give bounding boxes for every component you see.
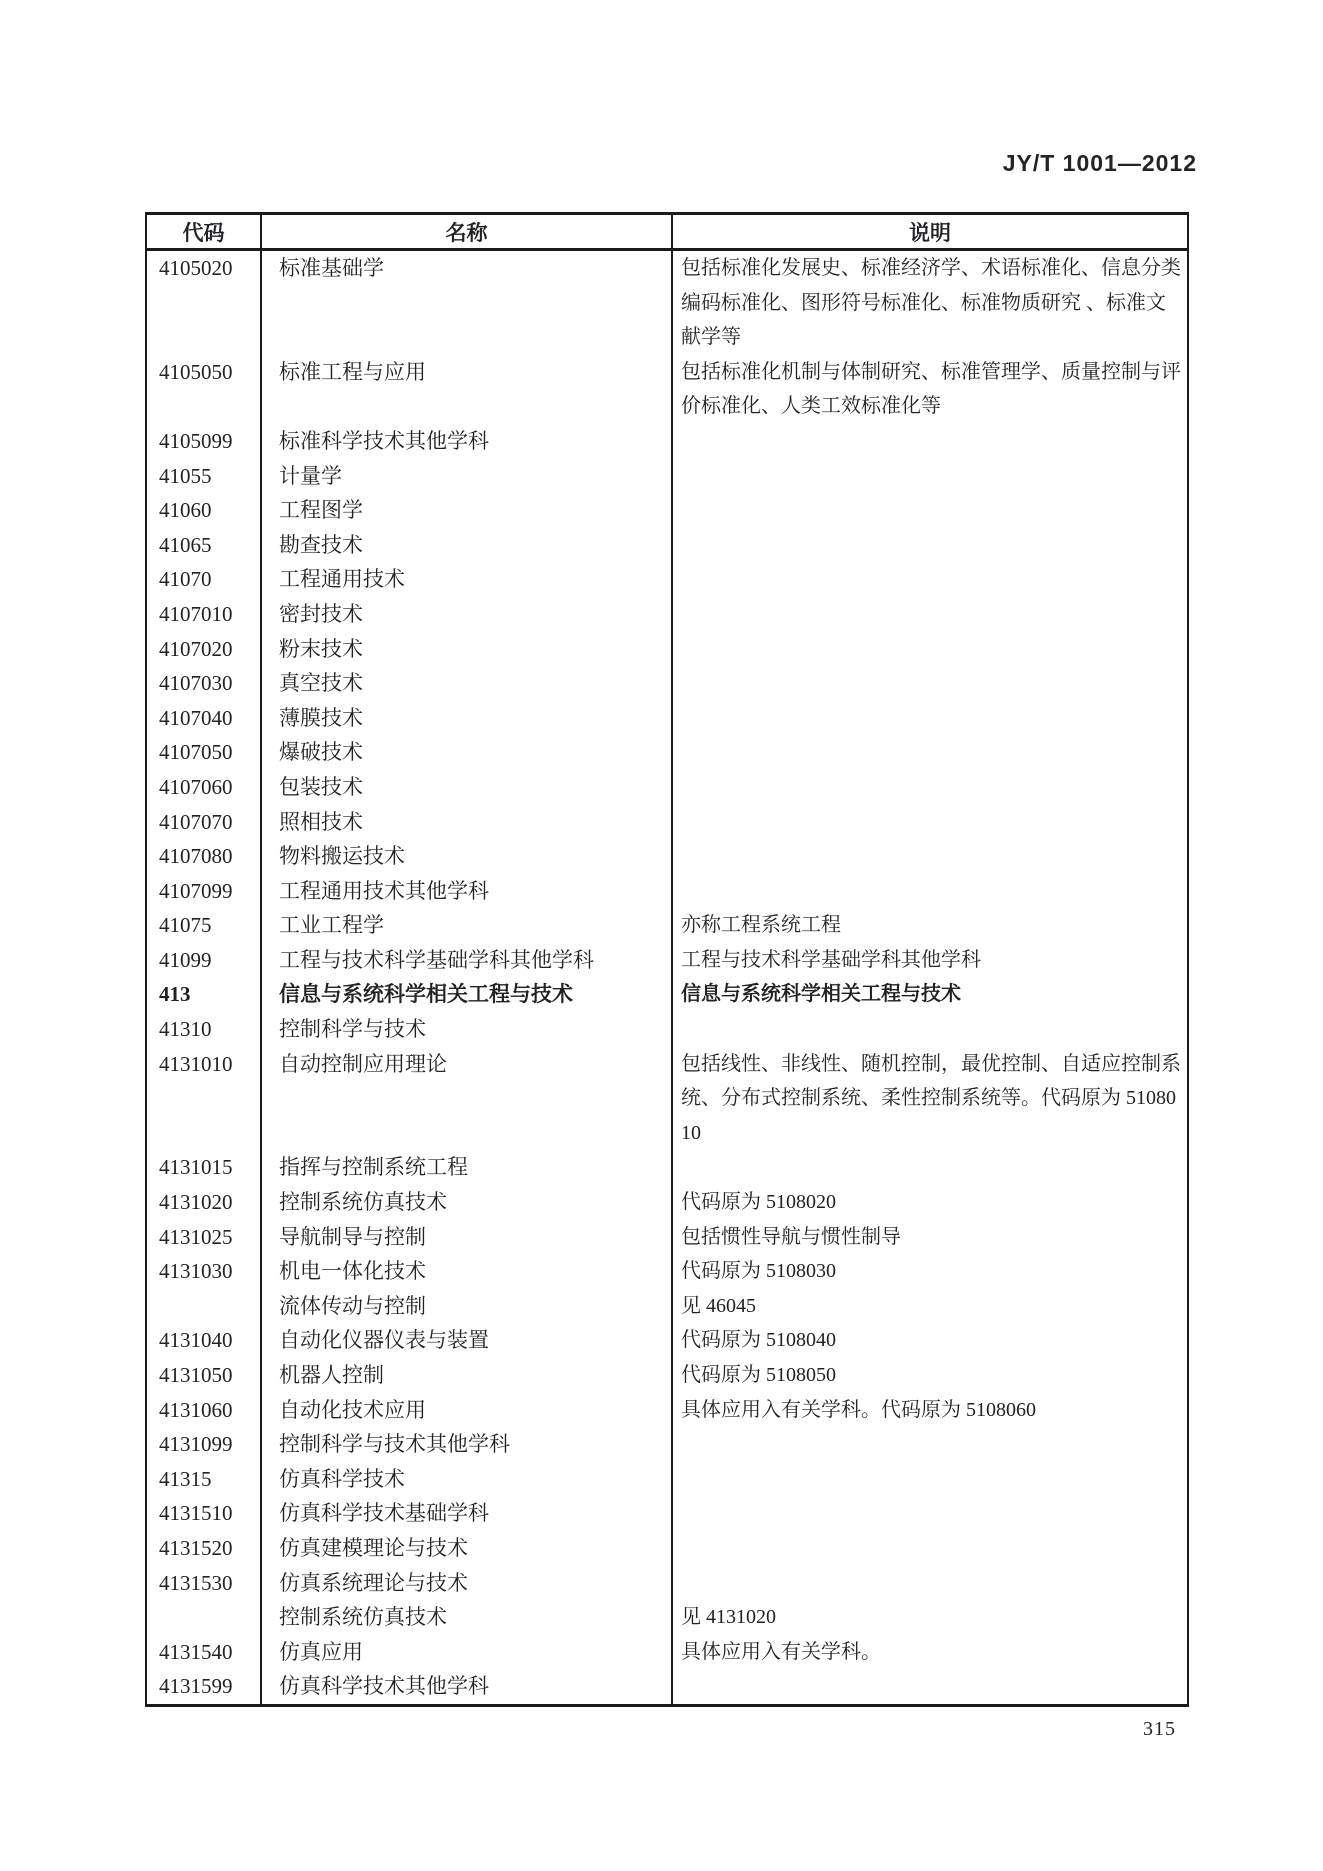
- name-cell: 控制系统仿真技术: [262, 1600, 673, 1635]
- code-cell: 4107050: [147, 735, 262, 770]
- name-cell: 包装技术: [262, 770, 673, 805]
- desc-cell: 包括线性、非线性、随机控制，最优控制、自适应控制系统、分布式控制系统、柔性控制系统等。代码原为 5108010: [681, 1052, 1181, 1144]
- table-row: [147, 1669, 1187, 1704]
- code-cell: 41060: [147, 493, 262, 528]
- code-cell: 4131040: [147, 1323, 262, 1358]
- code-cell: [147, 1600, 262, 1635]
- table-row: [147, 1220, 1187, 1255]
- code-cell: 4107099: [147, 874, 262, 909]
- code-cell: 4131060: [147, 1393, 262, 1428]
- code-cell: 41075: [147, 908, 262, 943]
- name-cell: 机器人控制: [262, 1358, 673, 1393]
- code-cell: 4131030: [147, 1254, 262, 1289]
- code-cell: 4107060: [147, 770, 262, 805]
- desc-cell: 工程与技术科学基础学科其他学科: [681, 948, 981, 971]
- name-cell: 自动控制应用理论: [262, 1047, 673, 1151]
- name-cell: 信息与系统科学相关工程与技术: [262, 977, 673, 1012]
- name-cell: 标准基础学: [262, 251, 673, 355]
- name-cell: 控制系统仿真技术: [262, 1185, 673, 1220]
- name-cell: 工业工程学: [262, 908, 673, 943]
- table-row: [147, 908, 1187, 943]
- desc-cell: [673, 424, 1187, 459]
- name-cell: 指挥与控制系统工程: [262, 1150, 673, 1185]
- desc-cell: [673, 701, 1187, 736]
- code-cell: 4107040: [147, 701, 262, 736]
- name-cell: 自动化技术应用: [262, 1393, 673, 1428]
- name-cell: 仿真科学技术: [262, 1462, 673, 1497]
- table-row: [147, 874, 1187, 909]
- desc-cell: 包括标准化机制与体制研究、标准管理学、质量控制与评价标准化、人类工效标准化等: [681, 360, 1181, 418]
- code-cell: 4105050: [147, 355, 262, 424]
- code-cell: 4131015: [147, 1150, 262, 1185]
- code-cell: 4131510: [147, 1496, 262, 1531]
- name-cell: 自动化仪器仪表与装置: [262, 1323, 673, 1358]
- table-row: [147, 562, 1187, 597]
- desc-cell: [673, 1531, 1187, 1566]
- desc-cell: [673, 528, 1187, 563]
- desc-cell: 包括惯性导航与惯性制导: [681, 1225, 901, 1248]
- name-cell: 薄膜技术: [262, 701, 673, 736]
- desc-cell: [673, 1462, 1187, 1497]
- desc-cell: 见 46045: [681, 1294, 756, 1317]
- code-cell: 4131020: [147, 1185, 262, 1220]
- table-header-row: [147, 215, 1187, 251]
- code-cell: 413: [147, 977, 262, 1012]
- name-cell: 粉末技术: [262, 632, 673, 667]
- table-row: [147, 1393, 1187, 1428]
- desc-cell: 见 4131020: [681, 1606, 776, 1629]
- code-cell: 41310: [147, 1012, 262, 1047]
- name-cell: 仿真应用: [262, 1635, 673, 1670]
- table-row: [147, 1047, 1187, 1151]
- name-cell: 真空技术: [262, 666, 673, 701]
- name-cell: 工程与技术科学基础学科其他学科: [262, 943, 673, 978]
- desc-cell: 信息与系统科学相关工程与技术: [681, 983, 961, 1006]
- desc-cell: 包括标准化发展史、标准经济学、术语标准化、信息分类编码标准化、图形符号标准化、标准物质研究 、标准文献学等: [681, 257, 1181, 349]
- name-cell: 控制科学与技术: [262, 1012, 673, 1047]
- desc-cell: 亦称工程系统工程: [681, 914, 841, 937]
- desc-cell: [673, 1427, 1187, 1462]
- code-cell: 41055: [147, 459, 262, 494]
- name-cell: 照相技术: [262, 805, 673, 840]
- code-cell: 4107080: [147, 839, 262, 874]
- table-row: [147, 666, 1187, 701]
- name-cell: 控制科学与技术其他学科: [262, 1427, 673, 1462]
- name-cell: 物料搬运技术: [262, 839, 673, 874]
- table-row: [147, 977, 1187, 1012]
- code-cell: 4131530: [147, 1566, 262, 1601]
- name-cell: 密封技术: [262, 597, 673, 632]
- name-cell: 爆破技术: [262, 735, 673, 770]
- desc-cell: [673, 666, 1187, 701]
- name-cell: 标准科学技术其他学科: [262, 424, 673, 459]
- desc-cell: [673, 459, 1187, 494]
- page-number: 315: [1143, 1718, 1176, 1740]
- name-cell: 标准工程与应用: [262, 355, 673, 424]
- table-row: [147, 1358, 1187, 1393]
- code-cell: 4105020: [147, 251, 262, 355]
- code-cell: 4131010: [147, 1047, 262, 1151]
- code-cell: 4107010: [147, 597, 262, 632]
- table-row: [147, 1289, 1187, 1324]
- code-cell: 4131050: [147, 1358, 262, 1393]
- desc-cell: [673, 839, 1187, 874]
- code-cell: 4131099: [147, 1427, 262, 1462]
- table-row: [147, 701, 1187, 736]
- desc-cell: [673, 1012, 1187, 1047]
- name-cell: 计量学: [262, 459, 673, 494]
- name-cell: 仿真系统理论与技术: [262, 1566, 673, 1601]
- code-cell: 41070: [147, 562, 262, 597]
- table-row: [147, 597, 1187, 632]
- table-row: [147, 1635, 1187, 1670]
- desc-cell: 代码原为 5108050: [681, 1364, 836, 1386]
- code-cell: 4131520: [147, 1531, 262, 1566]
- table-row: [147, 943, 1187, 978]
- name-cell: 仿真科学技术其他学科: [262, 1669, 673, 1704]
- desc-cell: 具体应用入有关学科。代码原为 5108060: [681, 1398, 1036, 1421]
- column-header-desc: 说明: [909, 220, 951, 245]
- doc-number: JY/T 1001—2012: [1002, 150, 1197, 176]
- desc-cell: [673, 562, 1187, 597]
- desc-cell: [673, 735, 1187, 770]
- desc-cell: 代码原为 5108040: [681, 1329, 836, 1352]
- table-row: [147, 1012, 1187, 1047]
- table-row: [147, 1150, 1187, 1185]
- table-row: [147, 632, 1187, 667]
- code-cell: 4107070: [147, 805, 262, 840]
- code-cell: [147, 1289, 262, 1324]
- name-cell: 工程通用技术其他学科: [262, 874, 673, 909]
- desc-cell: 代码原为 5108030: [681, 1260, 836, 1283]
- desc-cell: [673, 493, 1187, 528]
- name-cell: 仿真建模理论与技术: [262, 1531, 673, 1566]
- code-cell: 4131025: [147, 1220, 262, 1255]
- table-row: [147, 770, 1187, 805]
- name-cell: 工程图学: [262, 493, 673, 528]
- table-row: [147, 839, 1187, 874]
- code-cell: 4107020: [147, 632, 262, 667]
- table-row: [147, 493, 1187, 528]
- table-row: [147, 1566, 1187, 1601]
- desc-cell: 具体应用入有关学科。: [681, 1640, 881, 1663]
- code-cell: 41315: [147, 1462, 262, 1497]
- desc-cell: [673, 805, 1187, 840]
- table-row: [147, 251, 1187, 355]
- table-row: [147, 424, 1187, 459]
- column-header-code: 代码: [147, 215, 262, 248]
- classification-table: [145, 212, 1189, 1707]
- table-row: [147, 1531, 1187, 1566]
- name-cell: 工程通用技术: [262, 562, 673, 597]
- table-row: [147, 1600, 1187, 1635]
- code-cell: 4107030: [147, 666, 262, 701]
- column-header-name: 名称: [262, 215, 673, 248]
- name-cell: 流体传动与控制: [262, 1289, 673, 1324]
- table-row: [147, 459, 1187, 494]
- desc-cell: [673, 597, 1187, 632]
- name-cell: 勘查技术: [262, 528, 673, 563]
- table-row: [147, 528, 1187, 563]
- desc-cell: [673, 1496, 1187, 1531]
- table-body: [147, 251, 1187, 1704]
- table-row: [147, 1254, 1187, 1289]
- table-row: [147, 355, 1187, 424]
- desc-cell: [673, 770, 1187, 805]
- code-cell: 4105099: [147, 424, 262, 459]
- name-cell: 导航制导与控制: [262, 1220, 673, 1255]
- desc-cell: [673, 1150, 1187, 1185]
- table-row: [147, 1496, 1187, 1531]
- desc-cell: [673, 1566, 1187, 1601]
- code-cell: 41099: [147, 943, 262, 978]
- table-row: [147, 1185, 1187, 1220]
- desc-cell: 代码原为 5108020: [681, 1191, 836, 1214]
- desc-cell: [673, 632, 1187, 667]
- table-row: [147, 1462, 1187, 1497]
- table-row: [147, 1323, 1187, 1358]
- table-row: [147, 735, 1187, 770]
- name-cell: 机电一体化技术: [262, 1254, 673, 1289]
- code-cell: 4131599: [147, 1669, 262, 1704]
- code-cell: 41065: [147, 528, 262, 563]
- table-row: [147, 1427, 1187, 1462]
- name-cell: 仿真科学技术基础学科: [262, 1496, 673, 1531]
- table-row: [147, 805, 1187, 840]
- desc-cell: [673, 1669, 1187, 1704]
- desc-cell: [673, 874, 1187, 909]
- code-cell: 4131540: [147, 1635, 262, 1670]
